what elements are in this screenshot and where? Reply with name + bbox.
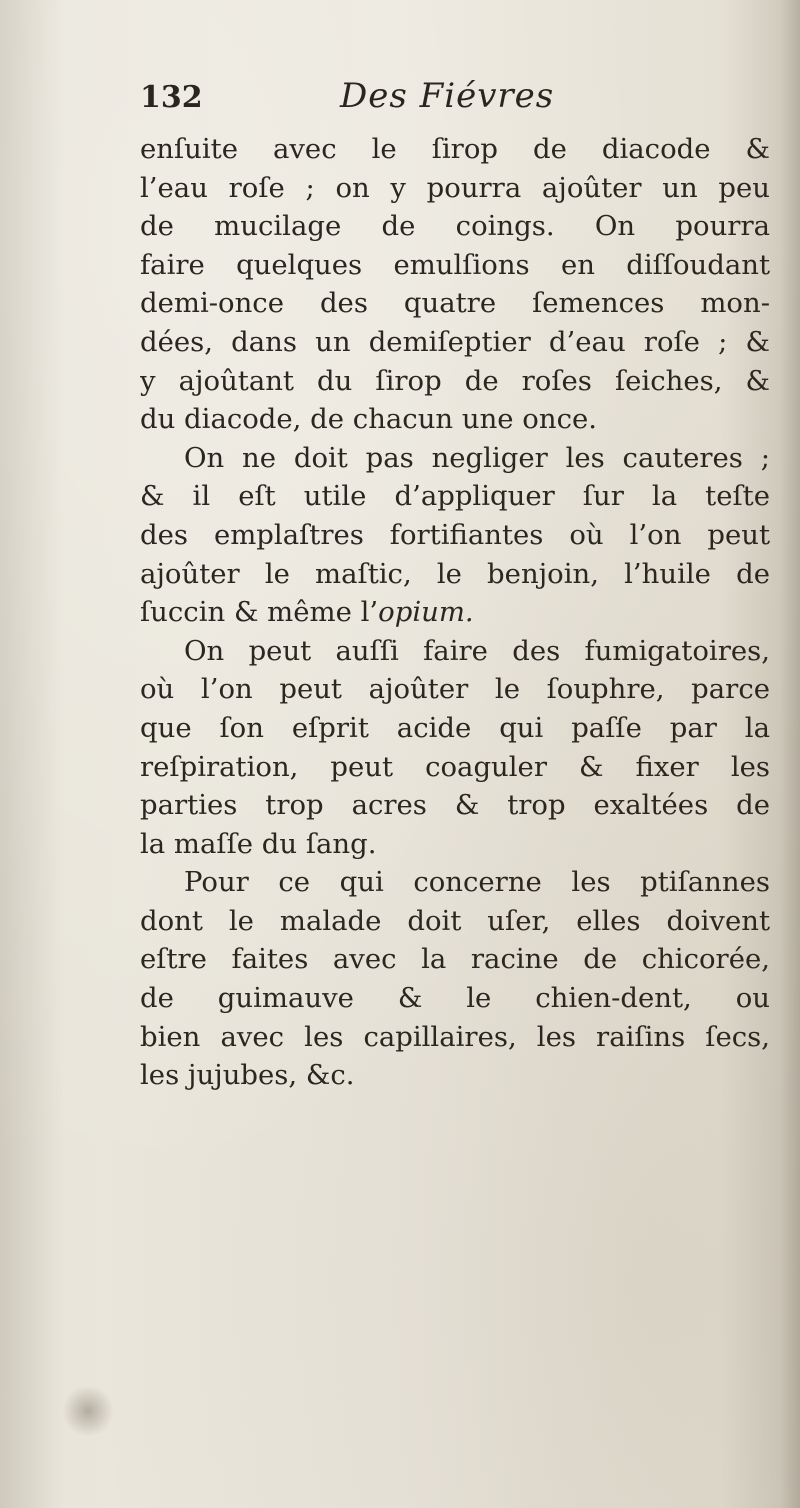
paragraph-2 bbox=[140, 439, 770, 632]
text-line: On ne doit pas negliger les cauteres ; bbox=[184, 441, 770, 474]
paragraph-1 bbox=[140, 130, 770, 439]
ink-smudge bbox=[62, 1385, 114, 1437]
body-text bbox=[140, 130, 770, 1095]
text-line: bien avec les capillaires, les raiſins ſecs, bbox=[140, 1020, 770, 1053]
page-header bbox=[140, 72, 760, 132]
text-line: faire quelques emulſions en diſſoudant bbox=[140, 248, 770, 281]
text-line: On peut auſſi faire des fumigatoires, bbox=[184, 634, 770, 667]
text-line: les jujubes, &c. bbox=[140, 1059, 355, 1092]
text-line: parties trop acres & trop exaltées de bbox=[140, 789, 770, 822]
text-line: de mucilage de coings. On pourra bbox=[140, 210, 770, 243]
text-line-with-italic bbox=[140, 593, 770, 632]
text-segment: ſuccin & même l’ bbox=[140, 596, 379, 629]
text-line: du diacode, de chacun une once. bbox=[140, 403, 597, 436]
paragraph-3 bbox=[140, 632, 770, 864]
text-line: enſuite avec le ſirop de diacode & bbox=[140, 133, 770, 165]
text-line: de guimauve & le chien-dent, ou bbox=[140, 982, 770, 1015]
text-line: ajoûter le maſtic, le benjoin, l’huile de bbox=[140, 557, 770, 590]
text-line: dées, dans un demiſeptier d’eau roſe ; & bbox=[140, 325, 770, 358]
text-line: Pour ce qui concerne les ptiſannes bbox=[184, 866, 770, 899]
text-line: y ajoûtant du ſirop de roſes ſeiches, & bbox=[140, 364, 770, 397]
text-line: demi-once des quatre ſemences mon- bbox=[140, 287, 770, 320]
text-line: où l’on peut ajoûter le ſouphre, parce bbox=[140, 673, 770, 706]
paragraph-4 bbox=[140, 863, 770, 1095]
text-line: & il eſt utile d’appliquer ſur la teſte bbox=[140, 480, 770, 513]
text-line: des emplaſtres fortifiantes où l’on peut bbox=[140, 518, 770, 551]
running-title: Des Fiévres bbox=[340, 76, 555, 116]
italic-word: opium. bbox=[378, 596, 474, 629]
text-line: l’eau roſe ; on y pourra ajoûter un peu bbox=[140, 171, 770, 204]
text-line: la maſſe du ſang. bbox=[140, 827, 377, 860]
text-line: dont le malade doit uſer, elles doivent bbox=[140, 904, 770, 937]
text-line: reſpiration, peut coaguler & fixer les bbox=[140, 750, 770, 783]
page-number: 132 bbox=[140, 80, 203, 115]
text-line: eſtre faites avec la racine de chicorée, bbox=[140, 943, 770, 976]
text-line: que ſon eſprit acide qui paſſe par la bbox=[140, 711, 770, 744]
page-edge-shadow bbox=[780, 0, 800, 1508]
